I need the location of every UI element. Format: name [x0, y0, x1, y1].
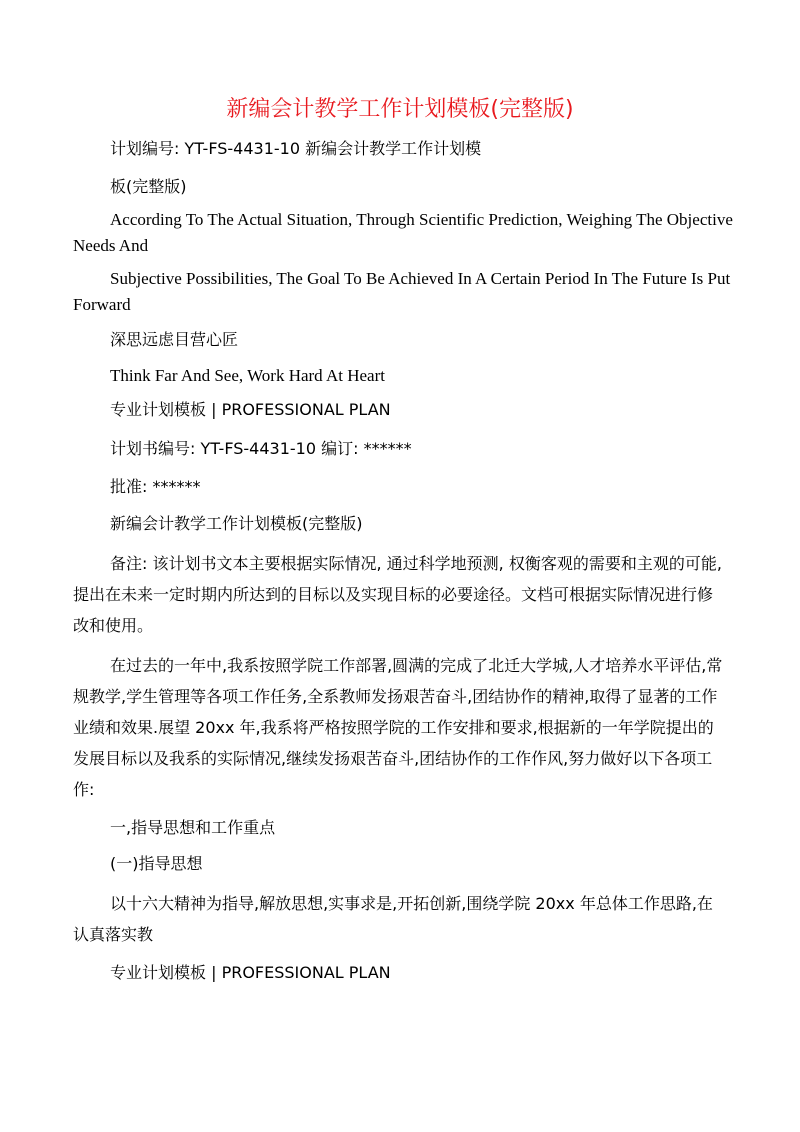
motto-chinese: 深思远虑目营心匠: [110, 330, 239, 349]
plan-number-line: 计划编号: YT-FS-4431-10 新编会计教学工作计划模: [110, 139, 482, 158]
motto-english: Think Far And See, Work Hard At Heart: [110, 366, 385, 385]
footer-header-label: 专业计划模板 | PROFESSIONAL PLAN: [110, 963, 391, 982]
english-intro-2: [73, 266, 733, 318]
note-paragraph: 备注: 该计划书文本主要根据实际情况, 通过科学地预测, 权衡客观的需要和主观的可能, 提出在未来一定时期内所达到的目标以及实现目标的必要途径。文档可根据实际情况进行修改和使用。: [73, 554, 722, 635]
plan-number-line-continued: 板(完整版): [110, 177, 187, 196]
english-intro-text-1: According To The Actual Situation, Through Scientific Prediction, Weighing The Objective Needs And: [73, 210, 733, 255]
body-paragraph-1: 在过去的一年中,我系按照学院工作部署,圆满的完成了北迁大学城,人才培养水平评估,常规教学,学生管理等各项工作任务,全系教师发扬艰苦奋斗,团结协作的精神,取得了显著的工作业绩和效果.展望 20xx 年,我系将严格按照学院的工作安排和要求,根据新的一年学院提出的发展目标以及我系的实际情况,继续发扬艰苦奋斗,团结协作的工作作风,努力做好以下各项工作:: [73, 656, 723, 799]
approval-line: 批准: ******: [110, 477, 201, 496]
document-subtitle: 新编会计教学工作计划模板(完整版): [110, 514, 363, 533]
english-intro: [73, 207, 733, 259]
plan-book-number: 计划书编号: YT-FS-4431-10 编订: ******: [110, 439, 412, 458]
section-heading: 一,指导思想和工作重点: [110, 818, 276, 837]
document-title: 新编会计教学工作计划模板(完整版): [226, 97, 574, 122]
subsection-heading: (一)指导思想: [110, 854, 203, 873]
body-paragraph-2: 以十六大精神为指导,解放思想,实事求是,开拓创新,围绕学院 20xx 年总体工作思路,在认真落实教: [73, 894, 713, 944]
english-intro-text-2: Subjective Possibilities, The Goal To Be Achieved In A Certain Period In The Future Is Put Forward: [73, 269, 731, 314]
header-label: 专业计划模板 | PROFESSIONAL PLAN: [110, 400, 391, 419]
